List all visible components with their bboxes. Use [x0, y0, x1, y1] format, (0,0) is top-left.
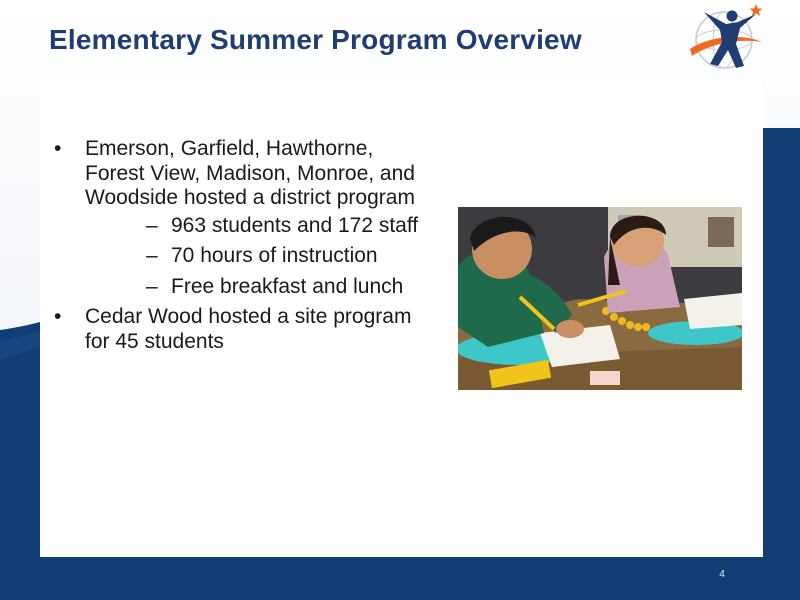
photo-illustration [458, 207, 742, 390]
page-number: 4 [719, 569, 725, 580]
sub-bullet-marker: – [146, 213, 158, 237]
sub-bullet-marker: – [146, 244, 158, 267]
sub-bullet-text: 70 hours of instruction [171, 244, 378, 267]
bullet-marker: • [54, 137, 62, 160]
bullet-item [54, 305, 436, 354]
bullet-text: Cedar Wood hosted a site program for 45 students [85, 305, 412, 353]
sub-bullet-text: Free breakfast and lunch [171, 274, 404, 298]
sub-bullet-item [85, 214, 436, 239]
sub-bullet-item [85, 275, 436, 300]
bullet-marker: • [54, 305, 62, 328]
sub-bullet-marker: – [146, 274, 158, 298]
bullet-item [54, 137, 436, 299]
sub-bullet-text: 963 students and 172 staff [171, 213, 419, 237]
sub-bullet-item [85, 244, 436, 269]
slide-title: Elementary Summer Program Overview [49, 24, 582, 55]
sub-bullet-list [85, 214, 436, 300]
classroom-children-photo [458, 207, 742, 390]
star-person-globe-logo [686, 2, 766, 74]
bullet-text: Emerson, Garfield, Hawthorne, Forest View, Madison, Monroe, and Woodside hosted a district program [85, 137, 415, 209]
bullet-list [54, 137, 436, 354]
content-panel [40, 79, 763, 557]
